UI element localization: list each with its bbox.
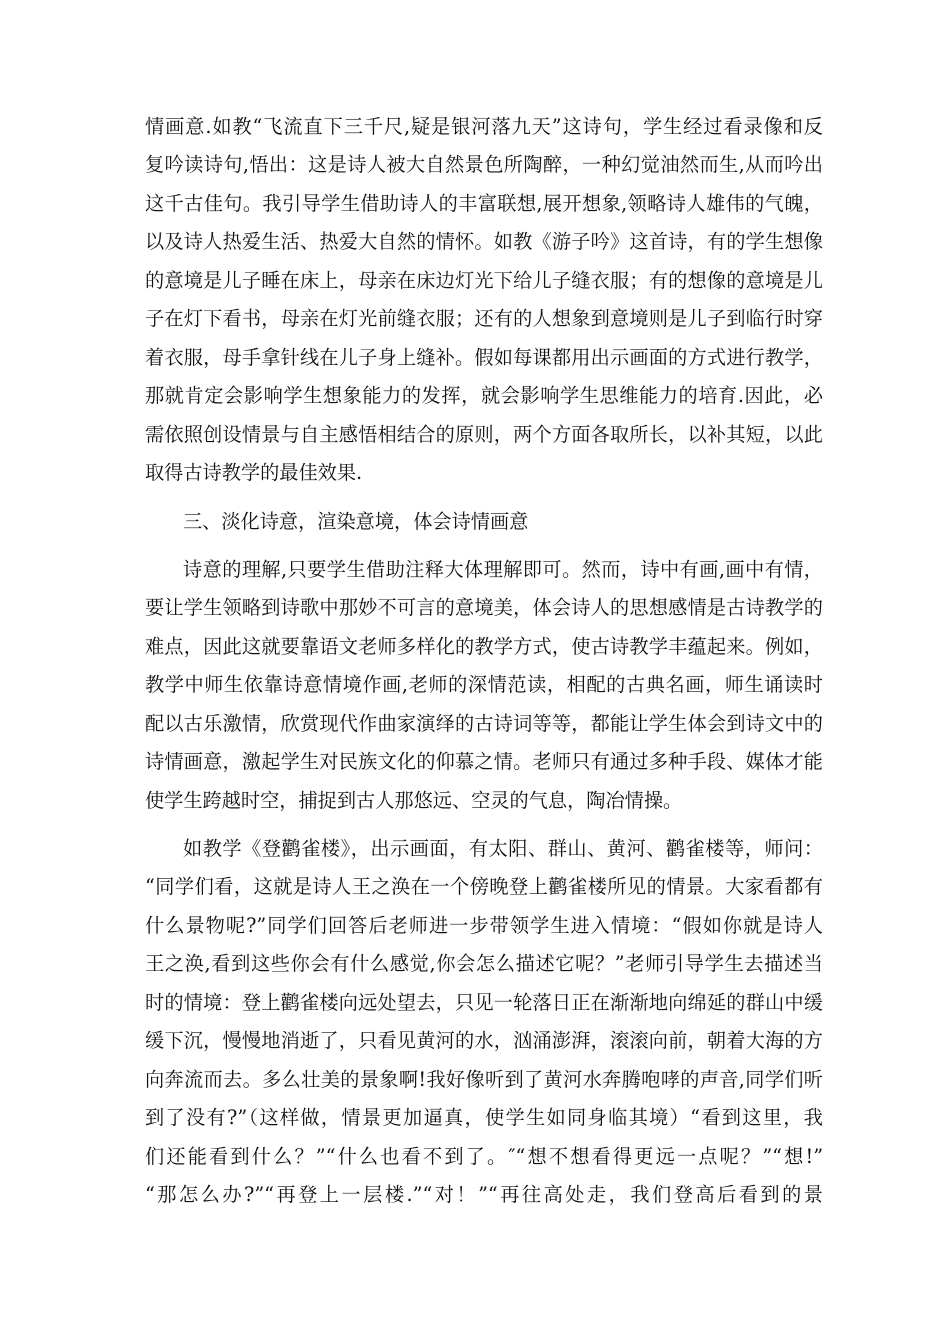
text-line: 以及诗人热爱生活、热爱大自然的情怀。如教《游子吟》这首诗，有的学生想像 [145,230,823,253]
text-line: 情画意.如教“飞流直下三千尺,疑是银河落九天”这诗句，学生经过看录像和反 [145,115,823,138]
text-line: “同学们看，这就是诗人王之涣在一个傍晚登上鹳雀楼所见的情景。大家看都有 [145,875,823,898]
text-line: 缓下沉，慢慢地消逝了，只看见黄河的水，汹涌澎湃，滚滚向前，朝着大海的方 [145,1029,823,1052]
text-line: 的意境是儿子睡在床上，母亲在床边灯光下给儿子缝衣服；有的想像的意境是儿 [145,269,823,292]
text-line: 时的情境：登上鹳雀楼向远处望去，只见一轮落日正在渐渐地向绵延的群山中缓 [145,991,823,1014]
text-line: 教学中师生依靠诗意情境作画,老师的深情范读，相配的古典名画，师生诵读时 [145,673,823,696]
text-line: 什么景物呢?”同学们回答后老师进一步带领学生进入情境：“假如你就是诗人 [145,914,823,937]
text-line: 配以古乐激情，欣赏现代作曲家演绎的古诗词等等，都能让学生体会到诗文中的 [145,712,823,735]
text-line: 这千古佳句。我引导学生借助诗人的丰富联想,展开想象,领略诗人雄伟的气魄， [145,192,823,215]
text-line: 使学生跨越时空，捕捉到古人那悠远、空灵的气息，陶冶情操。 [145,789,683,812]
text-line: 着衣服，母手拿针线在儿子身上缝补。假如每课都用出示画面的方式进行教学， [145,346,823,369]
text-line: “那怎么办?”“再登上一层楼.”“对！”“再往高处走，我们登高后看到的景 [145,1183,823,1206]
text-line: 们还能看到什么？”“什么也看不到了。″“想不想看得更远一点呢？”“想!” [145,1145,823,1168]
text-line: 难点，因此这就要靠语文老师多样化的教学方式，使古诗教学丰蕴起来。例如， [145,635,823,658]
section-heading: 三、淡化诗意，渲染意境，体会诗情画意 [183,510,529,533]
paragraph-first-line: 如教学《登鹳雀楼》，出示画面，有太阳、群山、黄河、鹳雀楼等，师问： [183,837,823,860]
text-line: 王之涣,看到这些你会有什么感觉,你会怎么描述它呢？”老师引导学生去描述当 [145,952,823,975]
text-line: 到了没有?”（这样做，情景更加逼真，使学生如同身临其境）“看到这里，我 [145,1106,823,1129]
paragraph-first-line: 诗意的理解,只要学生借助注释大体理解即可。然而，诗中有画,画中有情， [183,558,823,581]
text-line: 需依照创设情景与自主感悟相结合的原则，两个方面各取所长，以补其短，以此 [145,423,823,446]
text-line: 诗情画意，激起学生对民族文化的仰慕之情。老师只有通过多种手段、媒体才能 [145,750,823,773]
text-line: 取得古诗教学的最佳效果. [145,461,363,484]
text-line: 复吟读诗句,悟出：这是诗人被大自然景色所陶醉，一种幻觉油然而生,从而吟出 [145,153,823,176]
text-line: 向奔流而去。多么壮美的景象啊!我好像听到了黄河水奔腾咆哮的声音,同学们听 [145,1068,823,1091]
text-line: 要让学生领略到诗歌中那妙不可言的意境美，体会诗人的思想感情是古诗教学的 [145,596,823,619]
text-line: 那就肯定会影响学生想象能力的发挥，就会影响学生思维能力的培育.因此，必 [145,384,823,407]
text-line: 子在灯下看书，母亲在灯光前缝衣服；还有的人想象到意境则是儿子到临行时穿 [145,307,823,330]
